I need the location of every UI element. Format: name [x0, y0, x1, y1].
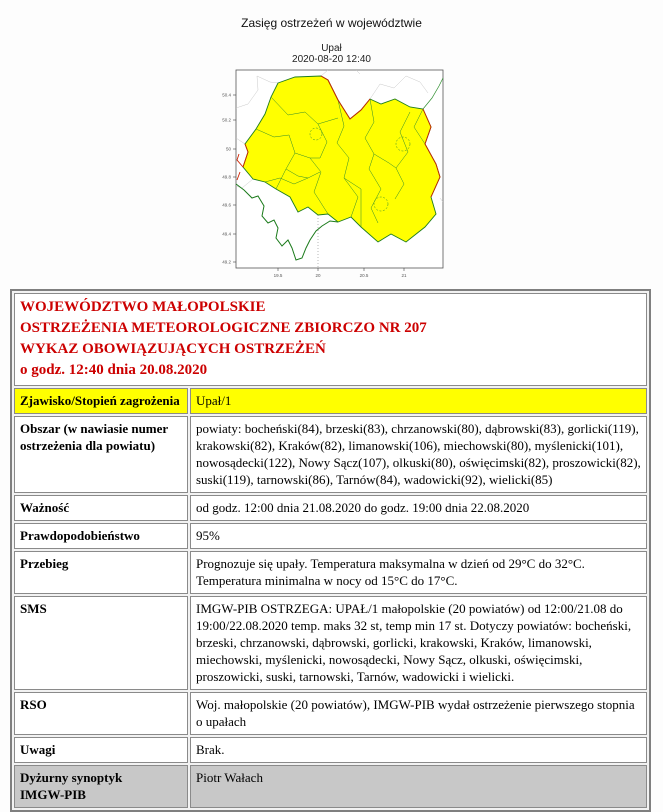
row-label: Zjawisko/Stopień zagrożenia	[14, 388, 188, 414]
table-row	[14, 388, 647, 414]
row-label: RSO	[14, 692, 188, 735]
row-value: 95%	[190, 523, 647, 549]
row-label: Prawdopodobieństwo	[14, 523, 188, 549]
row-label: Uwagi	[14, 737, 188, 763]
y-tick-label: 50	[225, 146, 231, 152]
map-svg	[210, 68, 448, 280]
y-tick-label: 49.4	[222, 231, 231, 237]
y-tick-label: 49.8	[222, 174, 231, 180]
page-title: Zasięg ostrzeżeń w województwie	[241, 16, 422, 30]
bulletin-header-line: WYKAZ OBOWIĄZUJĄCYCH OSTRZEŻEŃ	[20, 341, 326, 357]
x-tick-label: 19.5	[273, 273, 283, 278]
table-row	[14, 596, 647, 690]
row-label: SMS	[14, 596, 188, 690]
row-value: Upał/1	[190, 388, 647, 414]
row-value: Piotr Wałach	[190, 765, 647, 808]
table-row	[14, 523, 647, 549]
y-tick-label: 50.2	[222, 117, 231, 123]
row-value: IMGW-PIB OSTRZEGA: UPAŁ/1 małopolskie (20 powiatów) od 12:00/21.08 do 19:00/22.08.2020 temp. maks 32 st, temp min 17 st. Dotyczy powiatów: bocheński, brzeski, chrzanowski, dąbrowski, gorlicki, krakowski, Kraków, limanowski, miechowski, myślenicki, nowosądecki, Nowy Sącz, olkuski, oświęcimski, proszowicki, suski, tarnowski, Tarnów, wadowicki i wielicki.	[190, 596, 647, 690]
row-value: powiaty: bocheński(84), brzeski(83), chrzanowski(80), dąbrowski(83), gorlicki(119), krakowski(82), Kraków(82), limanowski(106), miechowski(80), myślenicki(101), nowosądecki(122), Nowy Sącz(107), olkuski(80), oświęcimski(82), proszowicki(82), suski(119), tarnowski(86), Tarnów(84), wadowicki(92), wielicki(85)	[190, 416, 647, 493]
row-value: Brak.	[190, 737, 647, 763]
x-axis-labels	[274, 273, 407, 278]
table-row	[14, 416, 647, 493]
row-label: Ważność	[14, 495, 188, 521]
x-tick-label: 20	[315, 273, 321, 278]
row-value: Woj. małopolskie (20 powiatów), IMGW-PIB wydał ostrzeżenie pierwszego stopnia o upałach	[190, 692, 647, 735]
table-row	[14, 495, 647, 521]
x-tick-label: 21	[401, 273, 407, 278]
voivodeship-warning-map	[210, 68, 448, 280]
bulletin-header-line: o godz. 12:40 dnia 20.08.2020	[20, 362, 208, 378]
table-row	[14, 765, 647, 808]
map-datetime: 2020-08-20 12:40	[292, 54, 371, 65]
map-phenomenon-title: Upał	[321, 43, 342, 54]
warning-map-block	[0, 43, 663, 280]
row-label: Dyżurny synoptyk IMGW-PIB	[14, 765, 188, 808]
row-value: od godz. 12:00 dnia 21.08.2020 do godz. 19:00 dnia 22.08.2020	[190, 495, 647, 521]
table-row	[14, 692, 647, 735]
y-axis-labels	[222, 93, 231, 265]
row-label-line2: IMGW-PIB	[20, 787, 86, 802]
table-row	[14, 737, 647, 763]
y-tick-label: 49.6	[222, 202, 231, 208]
y-tick-label: 49.2	[222, 259, 231, 265]
table-row	[14, 551, 647, 594]
row-label: Obszar (w nawiasie numer ostrzeżenia dla powiatu)	[14, 416, 188, 493]
bulletin-header-row	[14, 293, 647, 386]
bulletin-header-line: OSTRZEŻENIA METEOROLOGICZNE ZBIORCZO NR 207	[20, 320, 427, 336]
bulletin-header	[14, 293, 647, 386]
y-tick-label: 50.4	[222, 92, 231, 98]
row-value: Prognozuje się upały. Temperatura maksymalna w dzień od 29°C do 32°C. Temperatura minimalna w nocy od 15°C do 17°C.	[190, 551, 647, 594]
x-tick-label: 20.5	[359, 273, 369, 278]
row-label: Przebieg	[14, 551, 188, 594]
bulletin-header-line: WOJEWÓDZTWO MAŁOPOLSKIE	[20, 299, 266, 315]
warning-bulletin-table	[10, 289, 651, 812]
